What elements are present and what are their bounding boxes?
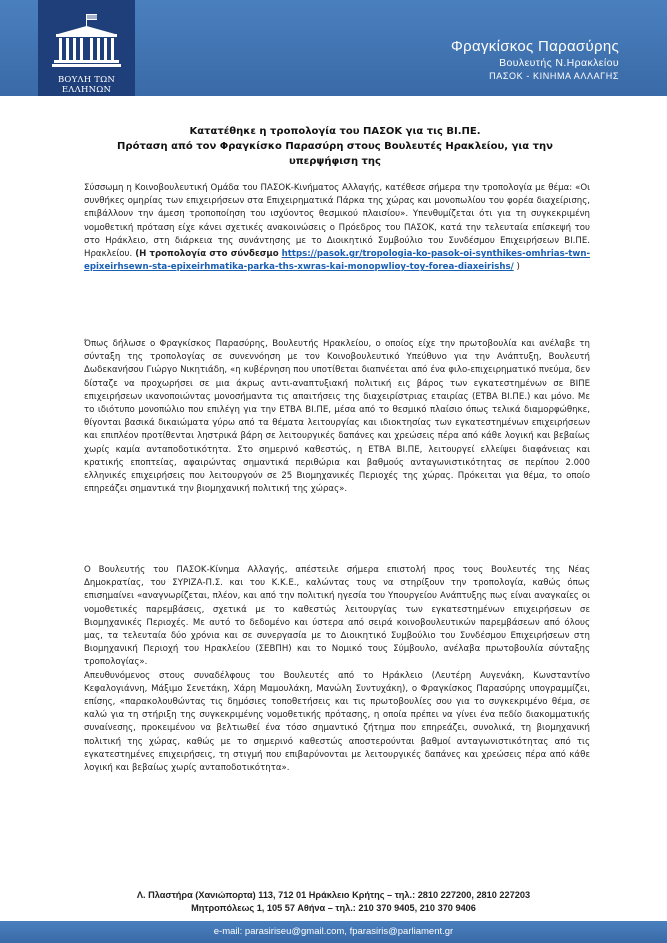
title-line-2: Πρόταση από τον Φραγκίσκο Παρασύρη στους Βουλευτές Ηρακλείου, για την υπερψήφιση της [117,141,553,167]
header-band [0,0,667,96]
footer-email: e-mail: parasiriseu@gmail.com, fparasiris@parliament.gr [0,921,667,943]
paragraph-1-end: ) [516,262,520,273]
parliament-logo [38,0,135,96]
paragraph-3a: Ο Βουλευτής του ΠΑΣΟΚ-Κίνημα Αλλαγής, απέστειλε σήμερα επιστολή προς τους Βουλευτές της Νέας Δημοκρατίας, του ΣΥΡΙΖΑ-Π.Σ. και του Κ.Κ.Ε., καλώντας τους να στηρίξουν την τροπολογία, καθώς όπως επισημαίνει «αναγνωρίζεται, πλέον, και από την πολιτική ηγεσία του Υπουργείου Ανάπτυξης πως είναι αναγκαίες οι νομοθετικές παρεμβάσεις, σχετικά με το καθεστώς λειτουργίας των εγκατεστημένων επιχειρήσεων σε Βιομηχανικές Περιοχές. Με αυτό το δεδομένο και ύστερα από σειρά κοινοβουλευτικών παρεμβάσεων από όλους μας, τα τελευταία δύο χρόνια και σε συνεργασία με το Διοικητικό Συμβούλιο του Συνδέσμου Επιχειρήσεων στη Βιομηχανική Περιοχή του Ηρακλείου (ΣΕΒΠΗ) και το Νομικό τους Σύμβουλο, ανέλαβα πρωτοβουλία σύνταξης τροπολογίας». [84,565,590,668]
paragraph-3b: Απευθυνόμενος στους συναδέλφους του Βουλευτές από το Ηράκλειο (Λευτέρη Αυγενάκη, Κωνσταντίνο Κεφαλογιάννη, Μάξιμο Σενετάκη, Χάρη Μαμουλάκη, Μανώλη Συντυχάκη), ο Φραγκίσκος Παρασύρης υπογραμμίζει, επίσης, «παρακολουθώντας τις δημόσιες τοποθετήσεις και τις πρωτοβουλίες σου για το συγκεκριμένο θέμα, σε καλώ για τη στήριξη της συγκεκριμένης νομοθετικής πρότασης, η οποία πρέπει να γίνει ένα πεδίο διακομματικής συναίνεσης, προκειμένου να βελτιωθεί ένα τόσο σημαντικό ζήτημα που επηρεάζει, συνολικά, τη βιομηχανική πολιτική της χώρας, καθώς με το σημερινό καθεστώς αποστερούνται βαθμοί ανταγωνιστικότητας από τις εγκατεστημένες επιχειρήσεις, τη στιγμή που επιβαρύνονται με λειτουργικές δαπάνες και χρεώσεις πέρα από κάθε λογική και βεβαίως χωρίς ανταποδοτικότητα». [84,670,590,774]
paragraph-1-bold: (Η τροπολογία στο σύνδεσμο [135,249,279,260]
address-athens: Μητροπόλεως 1, 105 57 Αθήνα – τηλ.: 210 370 9405, 210 370 9406 [191,903,476,913]
paragraph-1-text: Σύσσωμη η Κοινοβουλευτική Ομάδα του ΠΑΣΟΚ-Κινήματος Αλλαγής, κατέθεσε σήμερα την τροπολογία με θέμα: «Οι συνθήκες ομηρίας των επιχειρήσεων στα Επιχειρηματικά Πάρκα της χώρας και μονοπωλίου του φορέα διαχείρισης, επιβάλλουν την άμεση τροποποίηση του ισχύοντος θεσμικού πλαισίου». Υπενθυμίζεται ότι για τη συγκεκριμένη νομοθετική πρόταση είχε κάνει σχετικές ανακοινώσεις ο Πρόεδρος του ΠΑΣΟΚ, κατά την τελευταία επίσκεψή του στο Ηράκλειο, στη διάρκεια της συνάντησης με το Διοικητικό Συμβούλιο του Συνδέσμου Επιχειρήσεων ΒΙ.ΠΕ. Ηρακλείου. [84,183,590,260]
paragraph-3 [84,564,590,775]
parliament-building-icon [48,12,125,72]
logo-caption: ΒΟΥΛΗ ΤΩΝ ΕΛΛΗΝΩΝ [57,75,116,95]
address-heraklion: Λ. Πλαστήρα (Χανιώπορτα) 113, 712 01 Ηράκλειο Κρήτης – τηλ.: 2810 227200, 2810 227203 [136,890,531,900]
press-release-title [90,124,580,169]
amendment-link[interactable]: https://pasok.gr/tropologia-ko-pasok-oi-synthikes-omhrias-twn-epixeirhsewn-sta-epixeirhmatika-parka-ths-xwras-kai-monopwlioy-toy-forea-diaxeirishs/ [84,249,591,273]
paragraph-1 [84,182,590,274]
mp-role: Βουλευτής Ν.Ηρακλείου [499,57,619,69]
title-line-1: Κατατέθηκε η τροπολογία του ΠΑΣΟΚ για τις ΒΙ.ΠΕ. [189,126,481,137]
footer-address [0,889,667,915]
paragraph-2: Όπως δήλωσε ο Φραγκίσκος Παρασύρης, Βουλευτής Ηρακλείου, ο οποίος είχε την πρωτοβουλία και ανέλαβε τη σύνταξη της τροπολογίας σε συνεννόηση με τον Κοινοβουλευτικό Υπεύθυνο για την Ανάπτυξη, Βουλευτή Δωδεκανήσου Γιώργο Νικητιάδη, «η κυβέρνηση που υποτίθεται διαπνέεται από ένα φιλο-επιχειρηματικό πνεύμα, δεν δίσταζε να προχωρήσει σε μια άκρως αντι-αναπτυξιακή πολιτική εις βάρος των εγκατεστημένων σε ΒΙΠΕ επιχειρήσεων ικανοποιώντας μονοσήμαντα τις απαιτήσεις της διαχειρίστριας εταιρίας (ΕΤΒΑ ΒΙ.ΠΕ.) και μόνο. Με το ιδιότυπο μονοπώλιο που επιλέγη για την ΕΤΒΑ ΒΙ.ΠΕ, μέσα από το θεσμικό πλαίσιο όπως τελικά διαμορφώθηκε, θίγονται βασικά δικαιώματα γύρω από τα θέματα λειτουργίας και ιδιοκτησίας των εγκατεστημένων επιχειρήσεων και επιπλέον προτίθενται ληστρικά βάρη σε λειτουργικές δαπάνες και χρεώσεις πέρα από κάθε λογική και βεβαίως χωρίς καμία ανταποδοτικότητα. Στο σημερινό καθεστώς, η ΕΤΒΑ ΒΙ.ΠΕ, λειτουργεί ελλείψει διαφάνειας και κρατικής εποπτείας, αφαιρώντας σημαντικά περιθώρια και βαθμούς ανταγωνιστικότητας σε περίπου 2.000 ελληνικές επιχειρήσεις που λειτουργούν σε 25 Βιομηχανικές Περιοχές της χώρας. Πρόκειται για θέμα, το οποίο επηρεάζει σημαντικά την βιομηχανική πολιτική της χώρας». [84,339,590,495]
mp-name: Φραγκίσκος Παρασύρης [450,38,619,55]
mp-party: ΠΑΣΟΚ - ΚΙΝΗΜΑ ΑΛΛΑΓΗΣ [489,71,619,81]
